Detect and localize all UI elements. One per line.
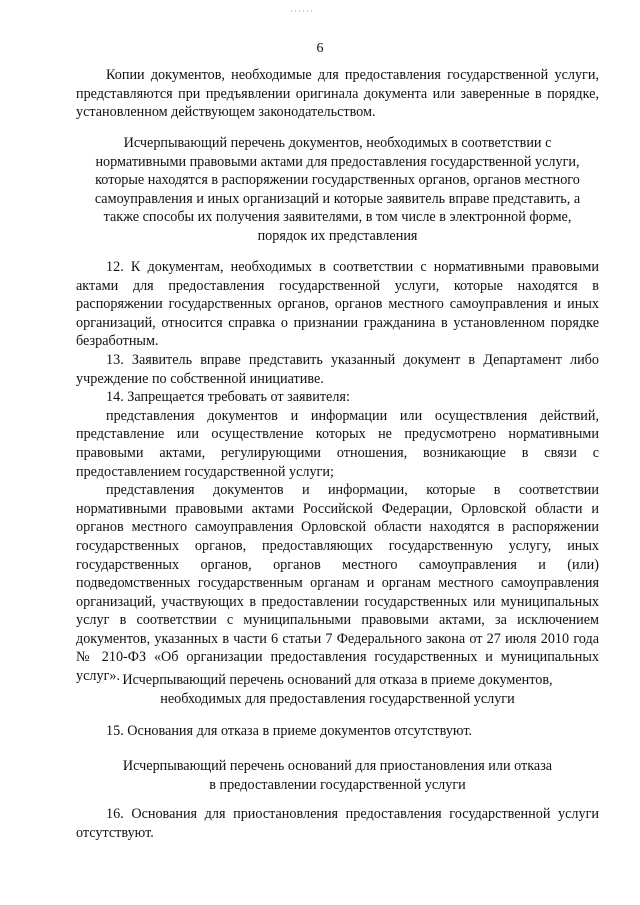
paragraph-15: 15. Основания для отказа в приеме документов отсутствуют. xyxy=(106,723,473,739)
paragraph-16: 16. Основания для приостановления предоставления государственной услуги отсутствуют. xyxy=(76,806,599,841)
paragraph-13: 13. Заявитель вправе представить указанный документ в Департамент либо учреждение по собственной инициативе. xyxy=(76,351,599,387)
section-15 xyxy=(76,722,599,741)
heading-line: порядок их представления xyxy=(257,227,418,244)
heading-line: в предоставлении государственной услуги xyxy=(209,776,466,793)
heading-text xyxy=(76,671,599,708)
heading-suspension-grounds xyxy=(76,757,599,794)
page-number: 6 xyxy=(316,41,324,56)
heading-text xyxy=(76,757,599,794)
main-section xyxy=(76,258,599,686)
heading-line: необходимых для предоставления государственной услуги xyxy=(160,690,515,707)
heading-documents-in-possession xyxy=(76,134,599,246)
section-16 xyxy=(76,805,599,842)
heading-line: Исчерпывающий перечень оснований для приостановления или отказа xyxy=(122,758,553,774)
heading-line: также способы их получения заявителями, в том числе в электронной форме, xyxy=(103,209,572,226)
heading-text xyxy=(76,134,599,246)
paragraph-14-item-2: представления документов и информации, которые в соответствии нормативными правовыми актами Российской Федерации, Орловской области и органов местного самоуправления Орловской области находятся в распоряжении государственных органов, предоставляющих государственную услугу, иных государственных органов, органов местного самоуправления и (или) подведомственных государственным органам и органам местного самоуправления организаций, участвующих в предоставлении государственных или муниципальных услуг в соответствии с муниципальными правовыми актами, за исключением документов, указанных в части 6 статьи 7 Федерального закона от 27 июля 2010 года № 210-ФЗ «Об организации предоставления государственных и муниципальных услуг». xyxy=(76,482,599,685)
heading-line: Исчерпывающий перечень оснований для отказа в приеме документов, xyxy=(122,672,553,688)
heading-line: самоуправления и иных организаций и которые заявитель вправе представить, а xyxy=(94,190,581,207)
heading-line: Исчерпывающий перечень документов, необходимых в соответствии с xyxy=(123,135,552,151)
paragraph-14: 14. Запрещается требовать от заявителя: xyxy=(106,389,350,406)
heading-line: которые находятся в распоряжении государственных органов, органов местного xyxy=(95,172,580,189)
paragraph-14-item-1: представления документов и информации или осуществления действий, представление или осуществление которых не предусмотрено нормативными правовыми актами, регулирующими отношения, возникающие в связи с предоставлением государственной услуги; xyxy=(76,407,599,480)
heading-refusal-grounds xyxy=(76,671,599,708)
intro-section xyxy=(76,66,599,122)
scan-mark: ······ xyxy=(290,6,314,16)
heading-line: нормативными правовыми актами для предоставления государственной услуги, xyxy=(95,153,580,170)
intro-paragraph: Копии документов, необходимые для предоставления государственной услуги, представляются при предъявлении оригинала документа или заверенные в порядке, установленном действующем законодательством. xyxy=(76,67,599,121)
paragraph-12: 12. К документам, необходимых в соответствии с нормативными правовыми актами для предоставления государственной услуги, которые находятся в распоряжении государственных органов, органов местного самоуправления и иных организаций, относится справка о признании гражданина в установленном порядке безработным. xyxy=(76,259,599,350)
